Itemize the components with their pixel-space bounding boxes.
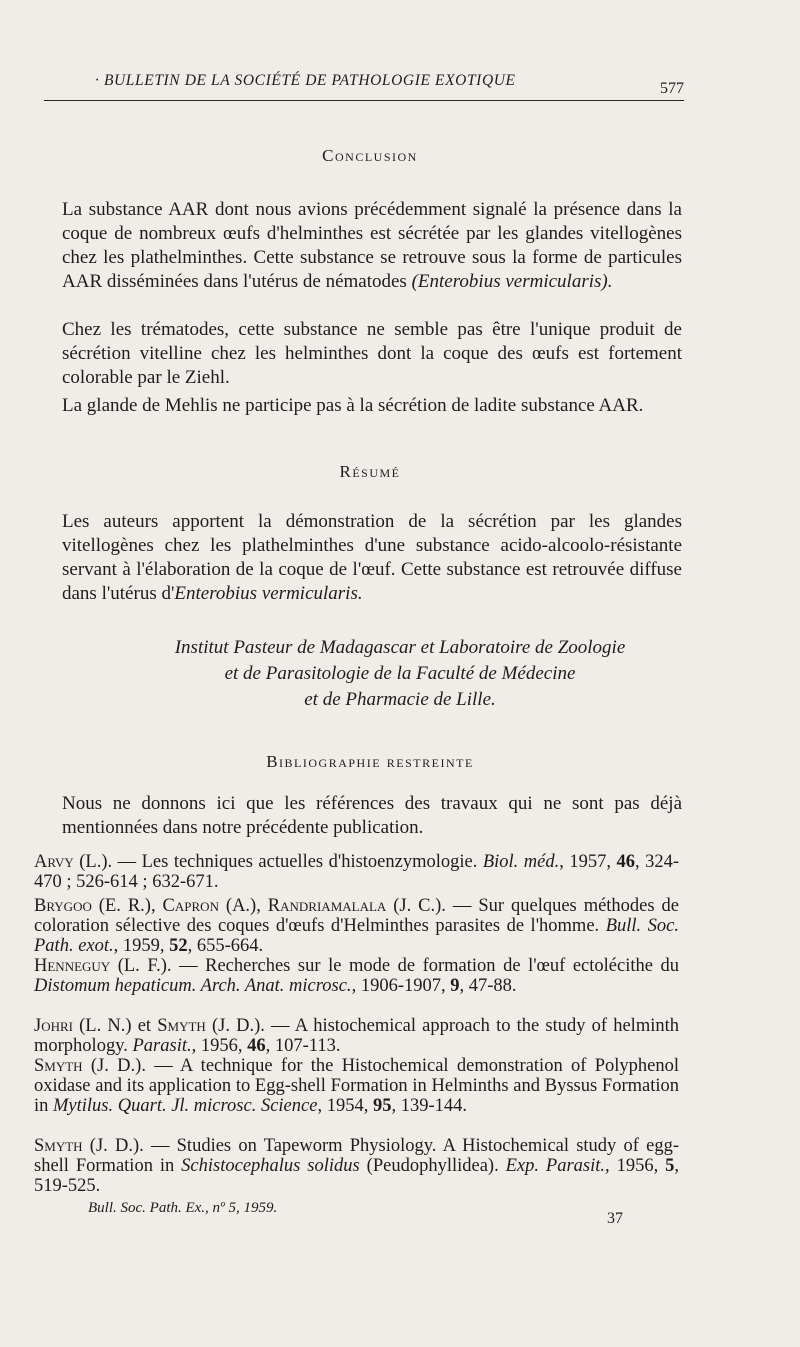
conclusion-paragraph-2: Chez les trématodes, cette substance ne semble pas être l'unique produit de sécrétion vitelline chez les helminthes dont la coque des œufs est fortement colorable par le Ziehl. (62, 319, 682, 388)
affiliation-line-3: et de Pharmacie de Lille. (304, 689, 496, 710)
resume-p1-text: Les auteurs apportent la démonstration de la sécrétion par les glandes vitellogènes chez les plathelminthes d'une substance acido-alcoolo-résistante servant à l'élaboration de la coque de l'œuf. Cette substance est retrouvée diffuse dans l'utérus d' (62, 511, 682, 604)
header-rule (44, 100, 684, 101)
conclusion-paragraph-1 (62, 198, 682, 294)
page-number: 577 (660, 80, 684, 97)
conclusion-title: Conclusion (322, 146, 418, 165)
resume-p1-italic: Enterobius vermicularis. (174, 583, 363, 604)
conclusion-paragraph-3: La glande de Mehlis ne participe pas à la sécrétion de ladite substance AAR. (62, 395, 644, 416)
footer-citation: Bull. Soc. Path. Ex., nº 5, 1959. (88, 1200, 278, 1216)
reference-item: Brygoo (E. R.), Capron (A.), Randriamalala (J. C.). — Sur quelques méthodes de coloration sélective des coques d'œufs d'Helminthes parasites de l'homme. Bull. Soc. Path. exot., 1959, 52, 655-664. (34, 896, 680, 956)
conclusion-p1-text: La substance AAR dont nous avions précédemment signalé la présence dans la coque de nombreux œufs d'helminthes est sécrétée par les glandes vitellogènes chez les plathelminthes. Cette substance se retrouve sous la forme de particules AAR disséminées dans l'utérus de nématodes (62, 199, 682, 292)
reference-item: Smyth (J. D.). — A technique for the Histochemical demonstration of Polyphenol oxidase and its application to Egg-shell Formation in Helminths and Byssus Formation in Mytilus. Quart. Jl. microsc. Science, 1954, 95, 139-144. (34, 1056, 679, 1116)
reference-item: Henneguy (L. F.). — Recherches sur le mode de formation de l'œuf ectolécithe du Distomum hepaticum. Arch. Anat. microsc., 1906-1907, 9, 47-88. (34, 956, 679, 996)
reference-item: Smyth (J. D.). — Studies on Tapeworm Physiology. A Histochemical study of egg-shell Formation in Schistocephalus solidus (Peudophyllidea). Exp. Parasit., 1956, 5, 519-525. (34, 1136, 680, 1196)
resume-title: Résumé (339, 462, 401, 481)
reference-item: Johri (L. N.) et Smyth (J. D.). — A histochemical approach to the study of helminth morphology. Parasit., 1956, 46, 107-113. (34, 1016, 679, 1056)
bibliography-intro: Nous ne donnons ici que les références des travaux qui ne sont pas déjà mentionnées dans notre précédente publication. (62, 793, 682, 838)
affiliation-line-2: et de Parasitologie de la Faculté de Médecine (224, 663, 576, 684)
reference-item: Arvy (L.). — Les techniques actuelles d'histoenzymologie. Biol. méd., 1957, 46, 324-470 ; 526-614 ; 632-671. (34, 852, 679, 892)
affiliation-line-1: Institut Pasteur de Madagascar et Laboratoire de Zoologie (174, 637, 626, 658)
sheet-number: 37 (607, 1210, 623, 1227)
bibliography-title: Bibliographie restreinte (266, 752, 474, 771)
resume-paragraph (62, 510, 682, 606)
conclusion-p1-italic: (Enterobius vermicularis). (411, 271, 613, 292)
running-head: · BULLETIN DE LA SOCIÉTÉ DE PATHOLOGIE EXOTIQUE (95, 72, 516, 89)
